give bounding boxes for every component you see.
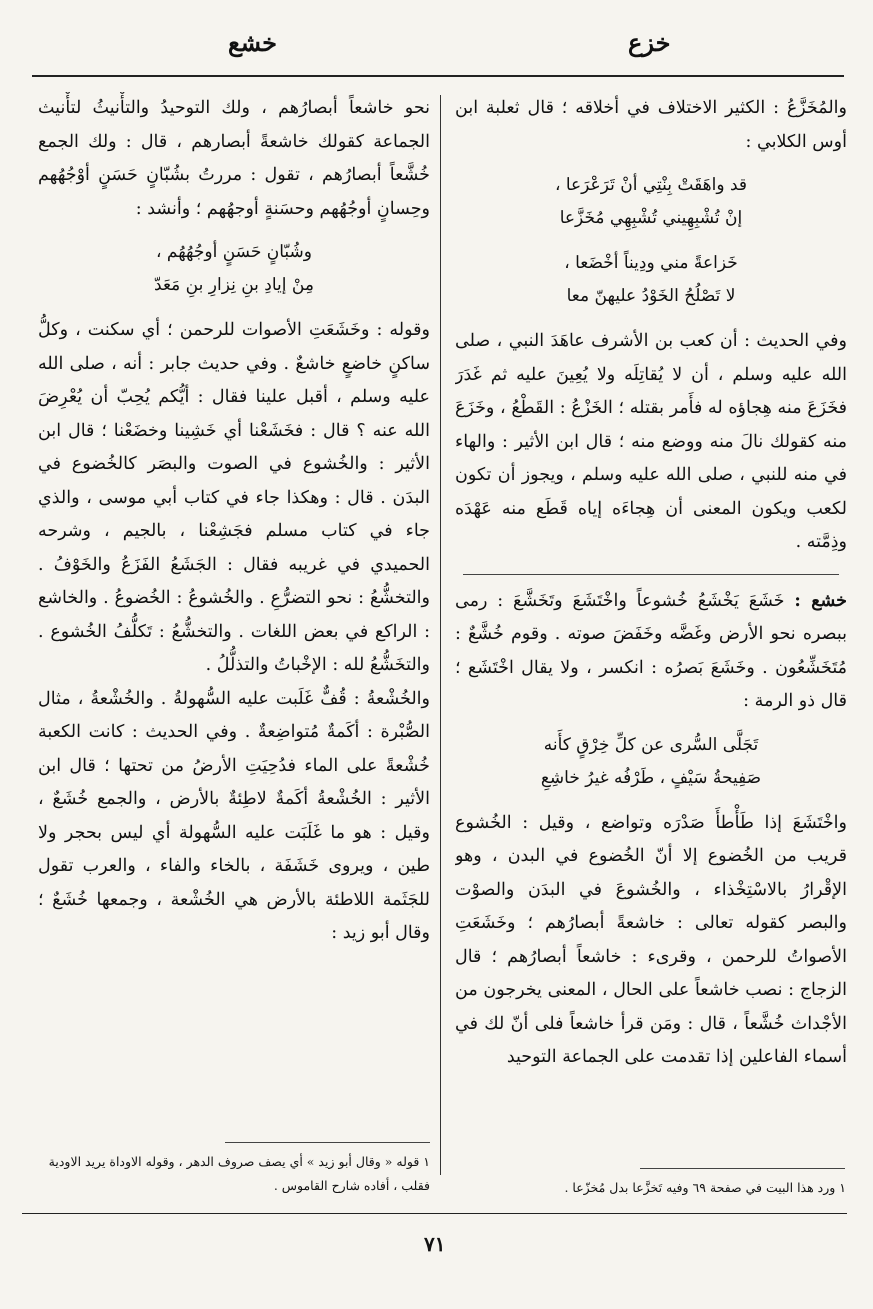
footer-rule [22,1213,847,1214]
left-para-1: نحو خاشعاً أبصارُهم ، ولك التوحيدُ والتأْنيثُ لتأْنيث الجماعة كقولك خاشعةً أبصارهم ، قال : ولك الجمع خُشَّعاً أبصارُهم ، تقول : مررتُ بشُبّانٍ حَسَنٍ أوْجُهُهم وحِسانٍ أوجُهُهم وحسَنةٍ أوجهُهم ؛ وأنشد : [38,98,430,219]
right-verse-1 [455,169,847,235]
left-column [38,92,430,1212]
right-verse-3 [455,729,847,795]
footnote-rule-right [640,1168,845,1169]
header-word-right: خزع [628,28,671,57]
entry-separator [463,574,839,575]
footnote-rule-left [225,1142,430,1143]
header-word-left: خشع [228,28,278,57]
footnote-left: ١ قوله « وقال أبو زيد » أي يصف صروف الدهر ، وقوله الاوداة يريد الاودية فقلب ، أفاده شارح القاموس . [48,1154,430,1193]
verse-line: خَزاعةً مني ودِيناً أخْضَعا ، [564,253,738,273]
right-para-4: واخْتَشَعَ إذا طَأْطأَ صَدْرَه وتواضع ، وقيل : الخُشوع قريب من الخُضوع إلا أنّ الخُضوع في البدن ، وهو الإقْرارُ بالاسْتِخْذاء ، والخُشوعَ في البدَن والصوْت والبصر كقوله تعالى : خاشعةً أبصارُهم ؛ وخَشَعَتِ الأصواتُ للرحمن ، وقرىء : خاشعاً أبصارُهم ؛ قال الزجاج : نصب خاشعاً على الحال ، المعنى يخرجون من الأجْداث خُشَّعاً ، قال : ومَن قرأ خاشعاً فلى أنّ لك في أسماء الفاعلين إذا تقدمت على الجماعة التوحيد [455,812,847,1067]
right-para-1: والمُخَزَّعُ : الكثير الاختلاف في أخلاقه ؛ قال ثعلبة ابن أوس الكلابي : [455,98,847,152]
left-verse-1 [38,236,430,302]
column-divider [440,95,441,1175]
left-para-2: وقوله : وخَشَعَتِ الأصوات للرحمن ؛ أي سكنت ، وكلُّ ساكنٍ خاضعٍ خاشعٌ . وفي حديث جابر : أنه ، صلى الله عليه وسلم ، أقبل علينا فقال : أيُّكم يُحِبّ أن يُعْرِضَ الله عنه ؟ قال : فخَشَعْنا أي خَشِينا وخضَعْنا ؛ قال ابن الأثير : والخُشوع في الصوت والبصَر كالخُضوع في البدَن . قال : وهكذا جاء في كتاب أبي موسى ، والذي جاء في كتاب مسلم فجَشِعْنا ، بالجيم ، وشرحه الحميدي في غريبه فقال : الجَشَعُ الفَزَعُ والخَوْفُ . والتخشُّعُ : نحو التضرُّعِ . والخُشوعُ : الخُضوعُ . والخاشع : الراكع في بعض اللغات . والتخشُّعُ : تَكلُّفُ الخُشوع . والتخَشُّعُ لله : الإخْباتُ والتذلُّلُ . [38,320,430,675]
verse-line: صَفِيحةُ سَيْفٍ ، طَرْفُه غيرُ خاشِعِ [540,767,762,788]
verse-line: مِنْ إيادِ بنِ نِزارِ بنِ مَعَدّ [154,275,314,295]
right-para-3 [455,585,847,719]
right-para-2: وفي الحديث : أن كعب بن الأشرف عاهَدَ النبي ، صلى الله عليه وسلم ، أن لا يُقاتِلَه ولا يُعِينَ عليه ثم غَدَرَ فخَزَعَ منه هِجاؤه له فأَمر بقتله ؛ الخَزْعُ : القَطْعُ ، وخَزَعَ منه كقولك نالَ منه ووضع منه ؛ قال ابن الأثير : والهاء في منه للنبي ، صلى الله عليه وسلم ، ويجوز أن تكون لكعب ويكون المعنى أن هِجاءَه إياه قَطَع منه عَهْدَه وذِمَّته . [455,331,847,552]
header-rule [32,75,844,77]
verse-line: إنْ تُشْبِهِيني تُشْبِهِي مُخَزَّعا [559,208,743,228]
entry-headword: خشع : [794,590,847,611]
left-para-3: والخُشْعةُ : قُفٌّ غَلَبت عليه السُّهولةُ . والخُشْعةُ ، مثال الصُّبْرة : أكَمةٌ مُتواضِعةٌ . وفي الحديث : كانت الكعبة خُشْعةً على الماء فدُحِيَتِ الأرضُ من تحتها ؛ قال ابن الأثير : الخُشْعةُ أكَمةٌ لاطِئةٌ بالأرض ، والجمع خُشَعٌ ، وقيل : هو ما غَلَبَت عليه السُّهولة أي ليس بحجر ولا طين ، ويروى خَشَفَة ، بالخاء والفاء ، والعرب تقول للجَثَمة اللاطئة بالأرض هي الخُشْعة ، وجمعها خُشَعٌ ؛ وقال أبو زيد : [38,688,430,943]
entry-text: خَشَعَ يَخْشَعُ خُشوعاً واخْتَشَعَ وتَخَشَّعَ : رمى ببصره نحو الأرض وغَضَّه وخَفَضَ صوته . وقوم خُشَّعٌ : مُتَخَشِّعُون . وخَشَعَ بَصرُه : انكسر ، ولا يقال اخْتَشَع ؛ قال ذو الرمة : [455,590,847,711]
verse-line: لا تَصْلُحُ الخَوْدُ عليهنّ معا [566,286,736,306]
page-number: ٧١ [424,1232,446,1256]
right-verse-2 [455,247,847,313]
verse-line: قد واهَقَتْ بِنْتِي أنْ تَرَعْرَعا ، [554,175,748,195]
verse-line: تَجَلَّى السُّرى عن كلِّ خِرْقٍ كأَنه [543,734,759,755]
verse-line: وشُبّانٍ حَسَنٍ أوجُهُهُم ، [156,242,312,262]
footnote-right: ١ ورد هذا البيت في صفحة ٦٩ وفيه تَخزَّعا بدل مُخزّعا . [564,1180,846,1195]
right-column [455,92,847,1212]
